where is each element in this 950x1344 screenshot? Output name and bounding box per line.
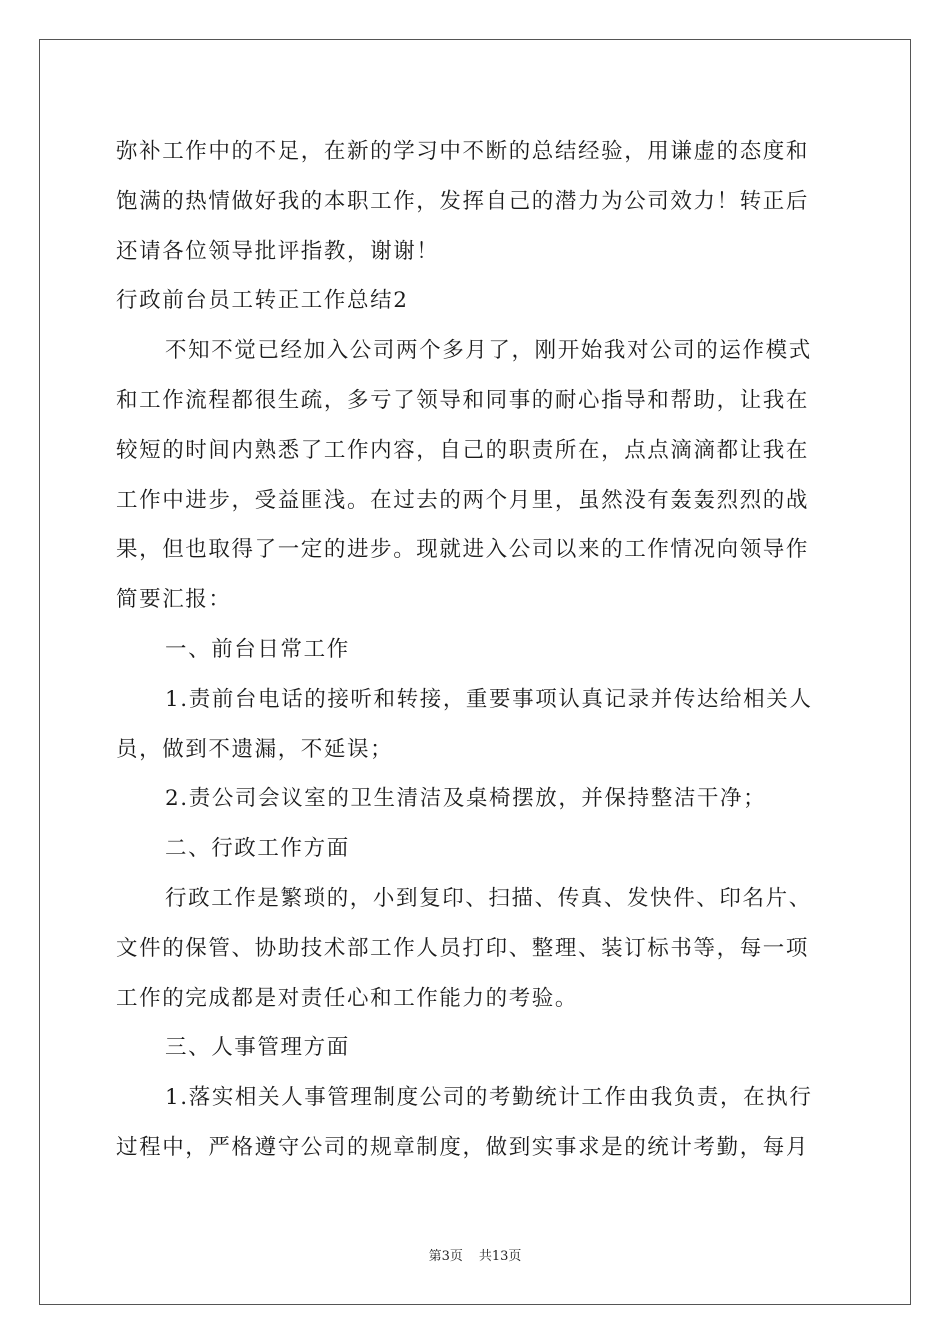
subheading: 一、前台日常工作 bbox=[165, 636, 350, 662]
paragraph-start: 2.责公司会议室的卫生清洁及桌椅摆放，并保持整洁干净； bbox=[165, 786, 767, 812]
text-line: 较短的时间内熟悉了工作内容，自己的职责所在，点点滴滴都让我在 bbox=[116, 437, 810, 463]
text-line: 工作的完成都是对责任心和工作能力的考验。 bbox=[116, 985, 579, 1011]
text-line: 弥补工作中的不足，在新的学习中不断的总结经验，用谦虚的态度和 bbox=[116, 139, 810, 164]
text-line: 果，但也取得了一定的进步。现就进入公司以来的工作情况向领导作 bbox=[116, 537, 810, 563]
text-line: 和工作流程都很生疏，多亏了领导和同事的耐心指导和帮助，让我在 bbox=[116, 387, 810, 413]
paragraph-start: 1.落实相关人事管理制度公司的考勤统计工作由我负责，在执行 bbox=[165, 1085, 813, 1111]
page-total: 共13页 bbox=[478, 1249, 522, 1264]
text-line: 文件的保管、协助技术部工作人员打印、整理、装订标书等，每一项 bbox=[116, 935, 810, 961]
page-number: 第3页 bbox=[428, 1249, 463, 1264]
text-line: 还请各位领导批评指教，谢谢！ bbox=[116, 238, 440, 264]
paragraph-start: 1.责前台电话的接听和转接，重要事项认真记录并传达给相关人 bbox=[165, 686, 813, 712]
subheading: 三、人事管理方面 bbox=[165, 1035, 350, 1061]
subheading: 二、行政工作方面 bbox=[165, 836, 350, 862]
paragraph-start: 不知不觉已经加入公司两个多月了，刚开始我对公司的运作模式 bbox=[165, 338, 812, 364]
paragraph-start: 行政工作是繁琐的，小到复印、扫描、传真、发快件、印名片、 bbox=[165, 885, 812, 911]
text-line: 工作中进步，受益匪浅。在过去的两个月里，虽然没有轰轰烈烈的战 bbox=[116, 487, 810, 513]
section-title: 行政前台员工转正工作总结2 bbox=[116, 288, 409, 314]
page-footer bbox=[0, 1248, 950, 1266]
document-body bbox=[116, 127, 838, 1173]
text-line: 饱满的热情做好我的本职工作，发挥自己的潜力为公司效力！转正后 bbox=[116, 188, 810, 214]
text-line: 简要汇报： bbox=[116, 587, 232, 613]
text-line: 过程中，严格遵守公司的规章制度，做到实事求是的统计考勤，每月 bbox=[116, 1134, 810, 1160]
text-line: 员，做到不遗漏，不延误； bbox=[116, 736, 394, 762]
